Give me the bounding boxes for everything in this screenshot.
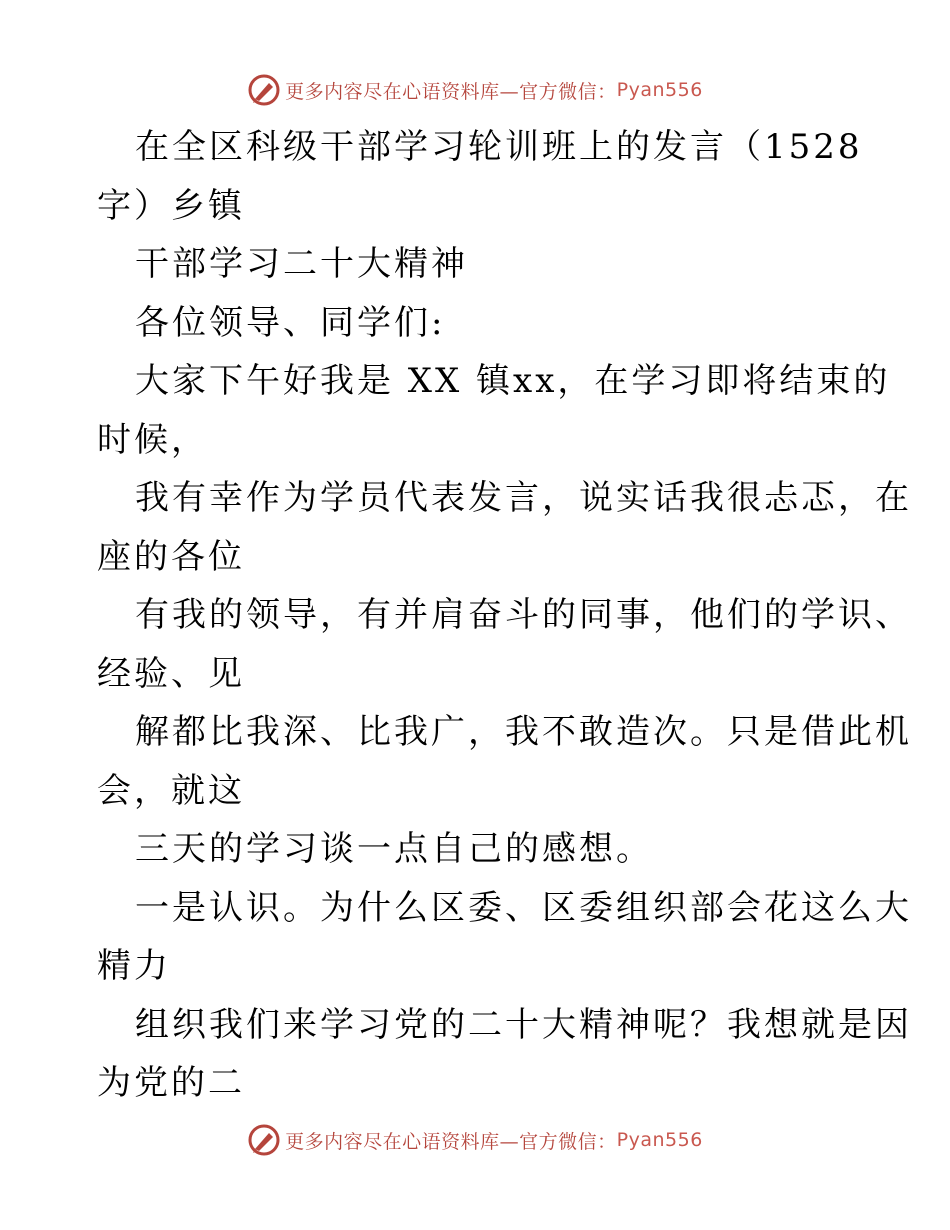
watermark-id: Pyan556 <box>616 1129 703 1151</box>
watermark-text: 更多内容尽在心语资料库—官方微信： <box>285 80 617 103</box>
pen-logo-icon <box>247 1123 281 1157</box>
text-line: 一是认识。为什么区委、区委组织部会花这么大 <box>135 887 912 928</box>
text-line: 为党的二 <box>97 1063 245 1103</box>
text-line: 各位领导、同学们: <box>135 302 446 343</box>
text-line: 时候， <box>97 419 208 460</box>
text-line: 精力 <box>97 946 171 986</box>
document-body <box>97 118 912 1113</box>
text-line: 在全区科级干部学习轮训班上的发言（1528 <box>135 127 863 167</box>
pen-logo-icon <box>247 73 281 107</box>
text-line: 我有幸作为学员代表发言，说实话我很忐忑，在 <box>135 478 912 518</box>
text-line: 组织我们来学习党的二十大精神呢？我想就是因 <box>135 1004 912 1045</box>
watermark-id: Pyan556 <box>616 79 703 101</box>
text-line: 有我的领导，有并肩奋斗的同事，他们的学识、 <box>135 595 912 635</box>
watermark-text: 更多内容尽在心语资料库—官方微信： <box>285 1130 617 1153</box>
text-line: 会，就这 <box>97 770 245 811</box>
text-line: 字）乡镇 <box>97 185 245 226</box>
footer-watermark <box>0 1120 950 1160</box>
text-line: 座的各位 <box>97 536 245 577</box>
text-line: 干部学习二十大精神 <box>135 244 468 284</box>
text-line: 大家下午好我是 XX 镇xx，在学习即将结束的 <box>135 361 891 401</box>
header-watermark <box>0 70 950 110</box>
text-line: 三天的学习谈一点自己的感想。 <box>135 829 653 869</box>
text-line: 经验、见 <box>97 653 245 694</box>
text-line: 解都比我深、比我广，我不敢造次。只是借此机 <box>135 712 912 752</box>
